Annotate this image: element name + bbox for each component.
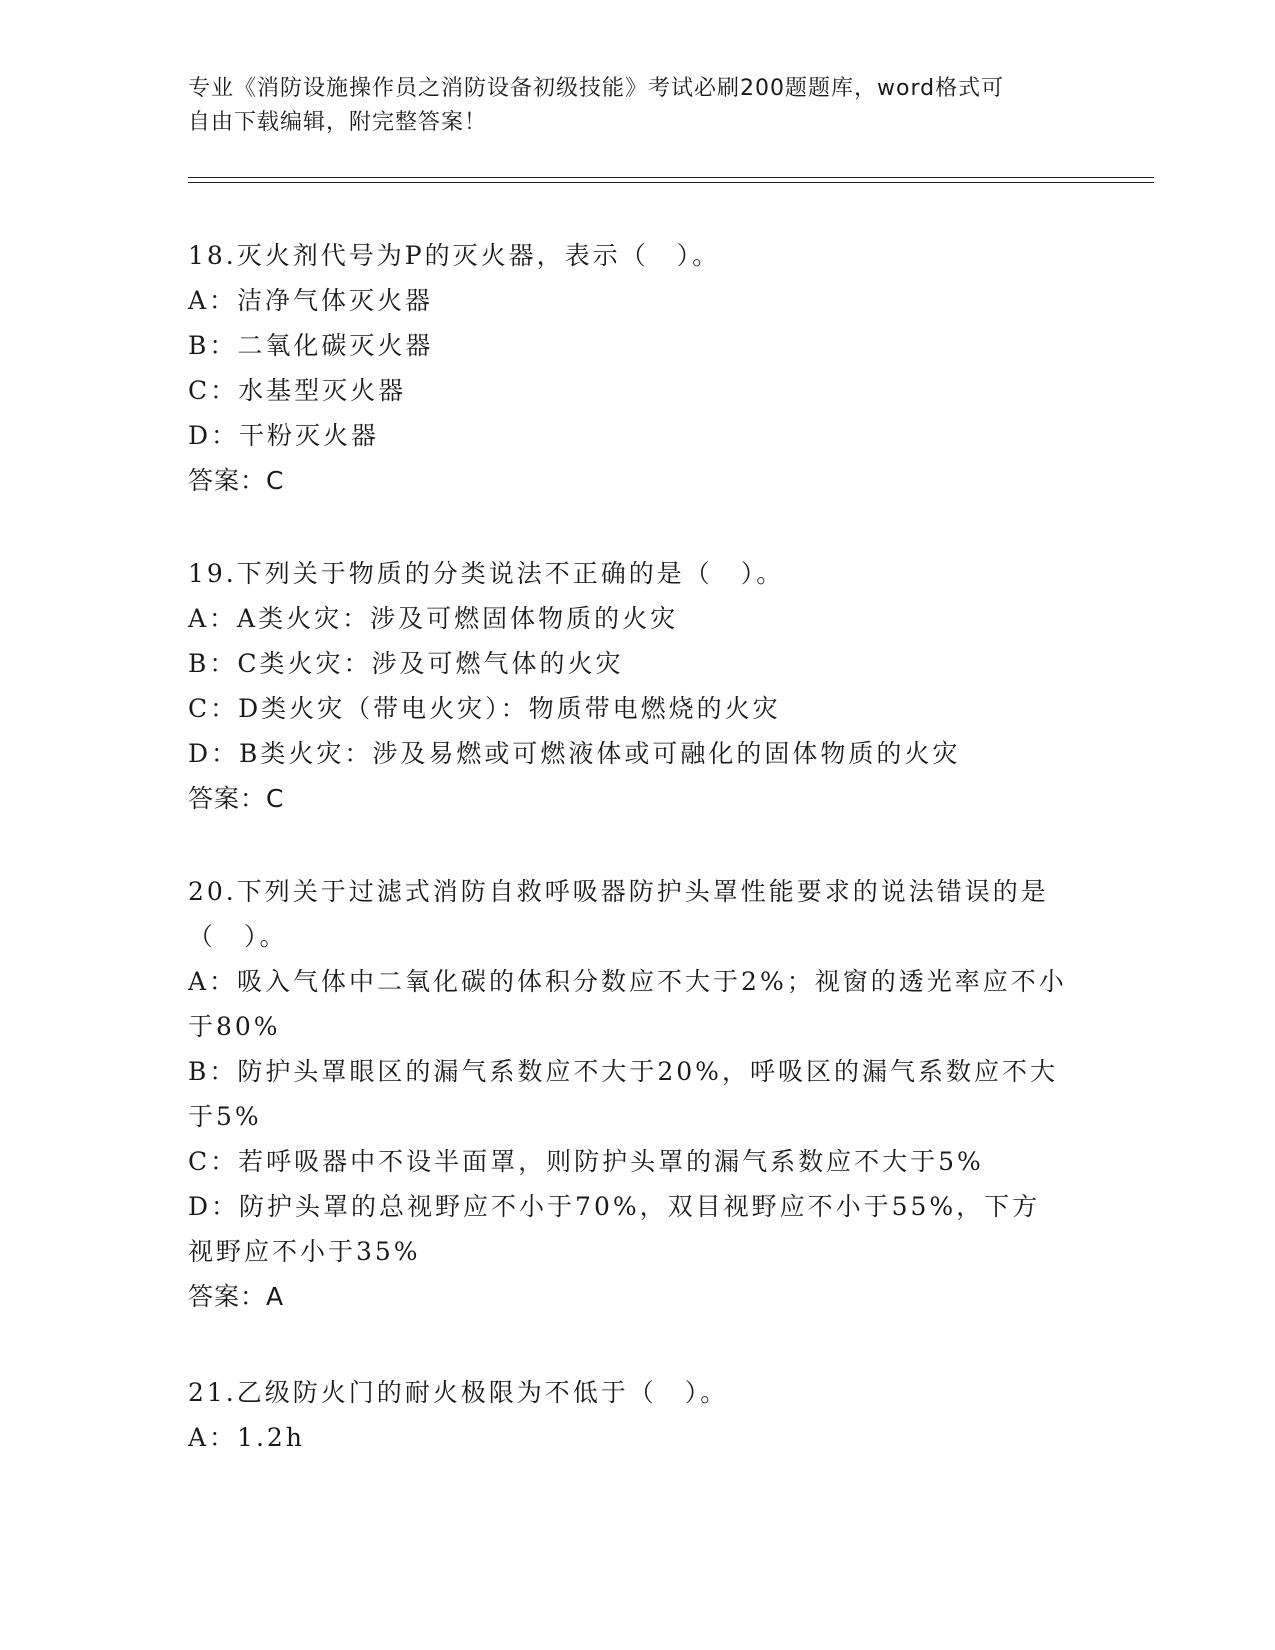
question-stem: 21.乙级防火门的耐火极限为不低于（ ）。	[188, 1378, 729, 1407]
option-a: A：1.2h	[188, 1423, 305, 1452]
option-a: A：A类火灾：涉及可燃固体物质的火灾	[188, 604, 679, 633]
document-header	[188, 72, 1088, 140]
answer-line: 答案：A	[188, 1282, 285, 1311]
option-a: A：洁净气体灭火器	[188, 286, 434, 315]
option-c: C：水基型灭火器	[188, 376, 407, 405]
question-stem: 19.下列关于物质的分类说法不正确的是（ ）。	[188, 559, 785, 588]
option-c: C：若呼吸器中不设半面罩，则防护头罩的漏气系数应不大于5%	[188, 1147, 984, 1176]
option-a: A：吸入气体中二氧化碳的体积分数应不大于2%；视窗的透光率应不小于80%	[188, 967, 1067, 1041]
question-stem: 20.下列关于过滤式消防自救呼吸器防护头罩性能要求的说法错误的是（ ）。	[188, 877, 1049, 951]
question-stem: 18.灭火剂代号为P的灭火器，表示（ ）。	[188, 241, 721, 270]
header-line-1: 专业《消防设施操作员之消防设备初级技能》考试必刷200题题库，word格式可	[188, 76, 1005, 101]
option-b: B：二氧化碳灭火器	[188, 331, 434, 360]
option-d: D：防护头罩的总视野应不小于70%，双目视野应不小于55%，下方视野应不小于35%	[188, 1192, 1041, 1266]
option-b: B：C类火灾：涉及可燃气体的火灾	[188, 649, 624, 678]
answer-line: 答案：C	[188, 466, 285, 495]
option-d: D：干粉灭火器	[188, 421, 380, 450]
header-divider-top	[188, 177, 1154, 178]
answer-line: 答案：C	[188, 784, 285, 813]
header-line-2: 自由下载编辑，附完整答案！	[188, 110, 488, 135]
question-19	[188, 551, 1088, 821]
question-18	[188, 233, 1088, 503]
question-20	[188, 869, 1068, 1319]
option-b: B：防护头罩眼区的漏气系数应不大于20%，呼吸区的漏气系数应不大于5%	[188, 1057, 1058, 1131]
option-c: C：D类火灾（带电火灾）：物质带电燃烧的火灾	[188, 694, 781, 723]
option-d: D：B类火灾：涉及易燃或可燃液体或可融化的固体物质的火灾	[188, 739, 961, 768]
question-21	[188, 1370, 1088, 1460]
header-divider-bottom	[188, 182, 1154, 183]
